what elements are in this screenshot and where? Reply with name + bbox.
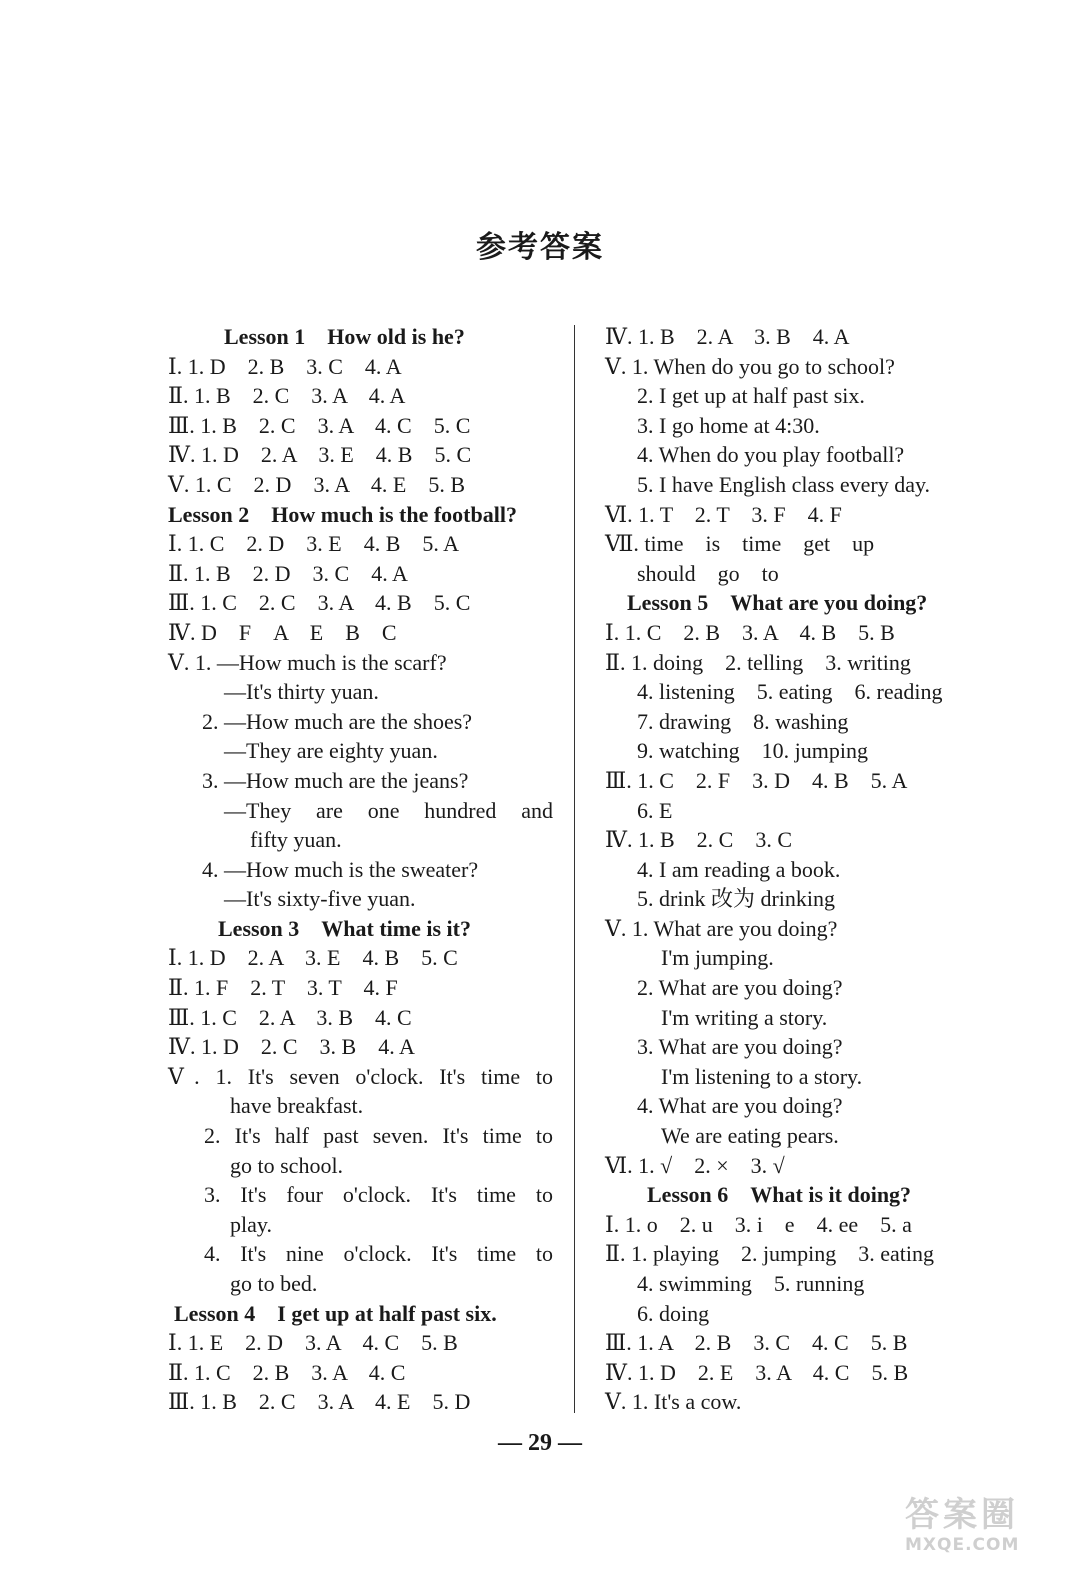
answer-line: 3. —How much are the jeans? <box>202 767 469 793</box>
answer-line: play. <box>230 1211 272 1237</box>
answer-line: 9. watching 10. jumping <box>637 738 868 764</box>
answer-line: 2. I get up at half past six. <box>637 383 865 409</box>
answer-line: Ⅱ. 1. B 2. C 3. A 4. A <box>168 383 406 409</box>
left-column <box>168 322 553 1417</box>
watermark-logo-text: 答案圈 <box>905 1495 1019 1535</box>
answer-line: Ⅰ. 1. C 2. D 3. E 4. B 5. A <box>168 531 460 557</box>
answer-line: Ⅰ. 1. E 2. D 3. A 4. C 5. B <box>168 1330 458 1356</box>
lesson-heading: Lesson 3 What time is it? <box>218 915 472 941</box>
answer-line: go to bed. <box>230 1271 318 1296</box>
answer-line: 4. swimming 5. running <box>637 1271 865 1296</box>
answer-line: 4. What are you doing? <box>637 1093 843 1119</box>
answer-line: 6. E <box>637 797 673 823</box>
answer-line: We are eating pears. <box>661 1123 839 1149</box>
answer-line: Ⅳ. D F A E B C <box>168 619 397 645</box>
answer-line: —It's sixty-five yuan. <box>224 886 416 912</box>
answer-line: 4. When do you play football? <box>637 442 905 468</box>
answer-line: 3. I go home at 4:30. <box>637 412 820 438</box>
answer-line: 4. It's nine o'clock. It's time to <box>204 1241 553 1267</box>
answer-line: I'm writing a story. <box>661 1004 828 1030</box>
page-title: 参考答案 <box>476 230 604 265</box>
answer-line: Ⅳ. 1. B 2. C 3. C <box>605 827 793 853</box>
answer-line: —They are eighty yuan. <box>224 738 438 764</box>
answer-line: Ⅳ. 1. D 2. A 3. E 4. B 5. C <box>168 442 472 468</box>
lesson-heading: Lesson 6 What is it doing? <box>647 1182 912 1208</box>
answer-line: 4. I am reading a book. <box>637 856 841 882</box>
answer-line: Ⅴ. 1. What are you doing? <box>605 915 838 941</box>
answer-line: Ⅵ. 1. √ 2. × 3. √ <box>605 1152 785 1178</box>
answer-line: 3. It's four o'clock. It's time to <box>204 1182 553 1208</box>
answer-line: Ⅶ. time is time get up <box>605 531 875 557</box>
answer-line: Ⅵ. 1. T 2. T 3. F 4. F <box>605 501 842 527</box>
answer-line: I'm listening to a story. <box>661 1063 863 1089</box>
answer-line: 3. What are you doing? <box>637 1034 843 1060</box>
answer-line: go to school. <box>230 1152 344 1178</box>
answer-line: 5. drink 改为 drinking <box>637 886 835 912</box>
answer-line: Ⅲ. 1. C 2. F 3. D 4. B 5. A <box>605 767 908 793</box>
lesson-heading: Lesson 1 How old is he? <box>224 324 465 349</box>
answer-line: 2. It's half past seven. It's time to <box>204 1123 553 1149</box>
answer-line: have breakfast. <box>230 1093 364 1119</box>
answer-line: Ⅴ. 1. —How much is the scarf? <box>168 649 447 675</box>
answer-line: Ⅴ. 1. It's seven o'clock. It's time to <box>168 1063 553 1089</box>
answer-line: Ⅳ. 1. B 2. A 3. B 4. A <box>605 324 850 349</box>
answer-line: —They are one hundred and <box>224 797 553 823</box>
watermark-url: MXQE.COM <box>905 1535 1020 1555</box>
answer-line: Ⅳ. 1. D 2. E 3. A 4. C 5. B <box>605 1359 909 1385</box>
answer-line: Ⅳ. 1. D 2. C 3. B 4. A <box>168 1034 415 1060</box>
column-divider <box>574 325 575 1413</box>
answer-line: Ⅱ. 1. B 2. D 3. C 4. A <box>168 560 408 586</box>
answer-line: Ⅴ. 1. When do you go to school? <box>605 353 895 379</box>
answer-line: Ⅰ. 1. D 2. A 3. E 4. B 5. C <box>168 945 458 971</box>
page-number: — 29 — <box>498 1430 582 1456</box>
answer-line: 2. What are you doing? <box>637 975 843 1001</box>
watermark-logo <box>905 1495 1055 1565</box>
answer-line: Ⅱ. 1. playing 2. jumping 3. eating <box>605 1241 935 1267</box>
answer-line: Ⅲ. 1. C 2. A 3. B 4. C <box>168 1004 412 1030</box>
answer-line: Ⅴ. 1. C 2. D 3. A 4. E 5. B <box>168 471 466 497</box>
answer-line: 4. —How much is the sweater? <box>202 856 479 882</box>
answer-line: Ⅰ. 1. o 2. u 3. i e 4. ee 5. a <box>605 1211 912 1237</box>
answer-line: Ⅰ. 1. D 2. B 3. C 4. A <box>168 353 402 379</box>
answer-line: Ⅰ. 1. C 2. B 3. A 4. B 5. B <box>605 619 895 645</box>
answer-line: 6. doing <box>637 1300 710 1326</box>
answer-line: 5. I have English class every day. <box>637 471 931 497</box>
answer-line: Ⅱ. 1. doing 2. telling 3. writing <box>605 649 911 675</box>
answer-line: Ⅱ. 1. C 2. B 3. A 4. C <box>168 1359 406 1385</box>
answer-line: Ⅱ. 1. F 2. T 3. T 4. F <box>168 975 398 1001</box>
lesson-heading: Lesson 5 What are you doing? <box>627 590 928 616</box>
answer-line: 2. —How much are the shoes? <box>202 708 473 734</box>
answer-line: —It's thirty yuan. <box>224 679 379 705</box>
answer-line: I'm jumping. <box>661 945 774 971</box>
lesson-heading: Lesson 2 How much is the football? <box>168 501 517 527</box>
answer-line: 4. listening 5. eating 6. reading <box>637 679 943 705</box>
answer-line: should go to <box>637 560 779 586</box>
answer-line: Ⅲ. 1. B 2. C 3. A 4. C 5. C <box>168 412 471 438</box>
answer-line: Ⅲ. 1. A 2. B 3. C 4. C 5. B <box>605 1330 908 1356</box>
lesson-heading: Lesson 4 I get up at half past six. <box>174 1300 497 1326</box>
answer-line: fifty yuan. <box>250 827 342 853</box>
answer-line: 7. drawing 8. washing <box>637 708 849 734</box>
answer-line: Ⅲ. 1. B 2. C 3. A 4. E 5. D <box>168 1389 471 1415</box>
answer-line: Ⅲ. 1. C 2. C 3. A 4. B 5. C <box>168 590 471 616</box>
answer-line: Ⅴ. 1. It's a cow. <box>605 1389 742 1415</box>
right-column <box>605 322 1000 1417</box>
